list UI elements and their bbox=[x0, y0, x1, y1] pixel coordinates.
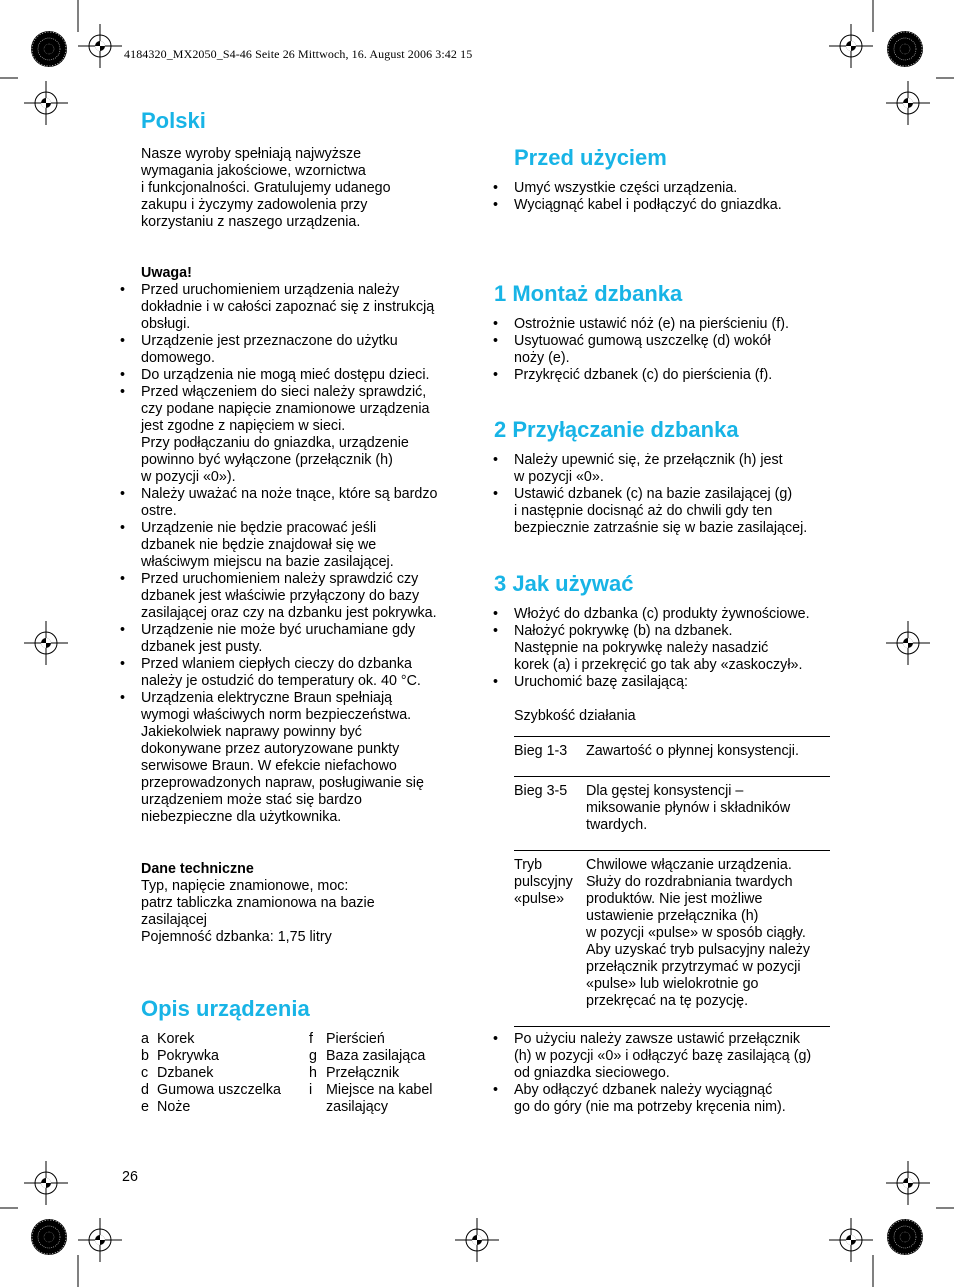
list-item: • Urządzenie jest przeznaczone do użytku domowego. bbox=[120, 333, 465, 367]
how-to-use-list bbox=[493, 606, 838, 691]
list-item: • Urządzenie nie może być uruchamiane gdy dzbanek jest pusty. bbox=[120, 622, 465, 656]
list-item: • Po użyciu należy zawsze ustawić przełącznik (h) w pozycji «0» i odłączyć bazę zasilającą (g) od gniazdka sieciowego. bbox=[493, 1031, 838, 1082]
intro-paragraph: Nasze wyroby spełniają najwyższe wymagania jakościowe, wzornictwa i funkcjonalności. Gratulujemy udanego zakupu i życzymy zadowolenia przy korzystaniu z naszego urządzenia. bbox=[141, 146, 391, 230]
speed-heading: Szybkość działania bbox=[514, 708, 636, 724]
tech-heading: Dane techniczne bbox=[141, 861, 254, 877]
section-title-polski: Polski bbox=[141, 108, 206, 133]
list-item: • Urządzenia elektryczne Braun spełniają wymogi właściwych norm bezpieczeństwa. Jakiekolwiek naprawy powinny być dokonywane przez autoryzowane punkty serwisowe Braun. W efekcie niefachowo przeprowadzonych napraw, posługiwanie się urządzeniem może stać się bardzo niebezpieczne dla użytkownika. bbox=[120, 690, 465, 826]
list-item: • Przed uruchomieniem urządzenia należy dokładnie i w całości zapoznać się z instrukcją obsługi. bbox=[120, 282, 465, 333]
list-item: • Urządzenie nie będzie pracować jeśli dzbanek nie będzie znajdował się we właściwym miejscu na bazie zasilającej. bbox=[120, 520, 465, 571]
list-item: • Umyć wszystkie części urządzenia. bbox=[493, 180, 838, 197]
print-header-line: 4184320_MX2050_S4-46 Seite 26 Mittwoch, 16. August 2006 3:42 15 bbox=[124, 47, 473, 61]
table-row bbox=[514, 851, 830, 1027]
list-item: • Należy uważać na noże tnące, które są bardzo ostre. bbox=[120, 486, 465, 520]
speed-mode: Tryb pulscyjny «pulse» bbox=[514, 857, 573, 907]
before-use-list bbox=[493, 180, 838, 214]
section-title-assembly: 1 Montaż dzbanka bbox=[494, 281, 683, 306]
assembly-list bbox=[493, 316, 838, 384]
list-item: • Aby odłączyć dzbanek należy wyciągnąć go do góry (nie ma potrzeby kręcenia nim). bbox=[493, 1082, 838, 1116]
after-use-list bbox=[493, 1031, 838, 1116]
speed-desc: Dla gęstej konsystencji – miksowanie płynów i składników twardych. bbox=[586, 783, 791, 833]
table-row bbox=[514, 737, 830, 777]
list-item: • Przed włączeniem do sieci należy sprawdzić, czy podane napięcie znamionowe urządzenia jest zgodne z napięciem w sieci. Przy podłączaniu do gniazdka, urządzenie powinno być wyłączone (przełącznik (h) w pozycji «0»). bbox=[120, 384, 465, 486]
list-item: • Należy upewnić się, że przełącznik (h) jest w pozycji «0». bbox=[493, 452, 838, 486]
list-item: • Przed wlaniem ciepłych cieczy do dzbanka należy je ostudzić do temperatury ok. 40 °C. bbox=[120, 656, 465, 690]
speed-mode: Bieg 1-3 bbox=[514, 743, 568, 759]
list-item: e Noże zasilający bbox=[141, 1099, 388, 1115]
list-item: b Pokrywka g Baza zasilająca bbox=[141, 1048, 426, 1064]
list-item: • Ustawić dzbanek (c) na bazie zasilającej (g) i następnie docisnąć aż do chwili gdy ten bezpiecznie zatrzaśnie się w bazie zasilającej. bbox=[493, 486, 838, 537]
section-title-description: Opis urządzenia bbox=[141, 996, 310, 1021]
parts-list bbox=[141, 1031, 471, 1116]
list-item: d Gumowa uszczelka i Miejsce na kabel bbox=[141, 1082, 433, 1098]
list-item: • Przed uruchomieniem należy sprawdzić czy dzbanek jest właściwie przyłączony do bazy zasilającej oraz czy na dzbanku jest pokrywka. bbox=[120, 571, 465, 622]
list-item: • Usytuować gumową uszczelkę (d) wokół noży (e). bbox=[493, 333, 838, 367]
list-item: • Nałożyć pokrywkę (b) na dzbanek. Następnie na pokrywkę należy nasadzić korek (a) i przekręcić go tak aby «zaskoczył». bbox=[493, 623, 838, 674]
speed-desc: Chwilowe włączanie urządzenia. Służy do rozdrabniania twardych produktów. Nie jest możliwe ustawienie przełącznika (h) w pozycji «pulse» w sposób ciągły. Aby uzyskać tryb pulsacyjny należy przełącznik przytrzymać w pozycji «pulse» lub wielokrotnie go przekręcać na tę pozycję. bbox=[586, 857, 811, 1009]
speed-mode: Bieg 3-5 bbox=[514, 783, 568, 799]
warning-list bbox=[120, 282, 465, 826]
table-row bbox=[514, 777, 830, 851]
list-item: • Do urządzenia nie mogą mieć dostępu dzieci. bbox=[120, 367, 465, 384]
list-item: • Uruchomić bazę zasilającą: bbox=[493, 674, 838, 691]
list-item: • Przykręcić dzbanek (c) do pierścienia (f). bbox=[493, 367, 838, 384]
list-item: c Dzbanek h Przełącznik bbox=[141, 1065, 400, 1081]
list-item: • Włożyć do dzbanka (c) produkty żywnościowe. bbox=[493, 606, 838, 623]
connecting-list bbox=[493, 452, 838, 537]
speed-desc: Zawartość o płynnej konsystencji. bbox=[586, 743, 799, 759]
tech-text: Typ, napięcie znamionowe, moc: patrz tabliczka znamionowa na bazie zasilającej Pojemność dzbanka: 1,75 litry bbox=[141, 878, 375, 945]
list-item: • Wyciągnąć kabel i podłączyć do gniazdka. bbox=[493, 197, 838, 214]
section-title-connecting: 2 Przyłączanie dzbanka bbox=[494, 417, 739, 442]
section-title-before-use: Przed użyciem bbox=[514, 145, 667, 170]
speed-table bbox=[514, 736, 830, 1027]
list-item: a Korek f Pierścień bbox=[141, 1031, 385, 1047]
section-title-how-to-use: 3 Jak używać bbox=[494, 571, 634, 596]
list-item: • Ostrożnie ustawić nóż (e) na pierścieniu (f). bbox=[493, 316, 838, 333]
page-number: 26 bbox=[122, 1169, 138, 1185]
warning-heading: Uwaga! bbox=[141, 265, 192, 281]
